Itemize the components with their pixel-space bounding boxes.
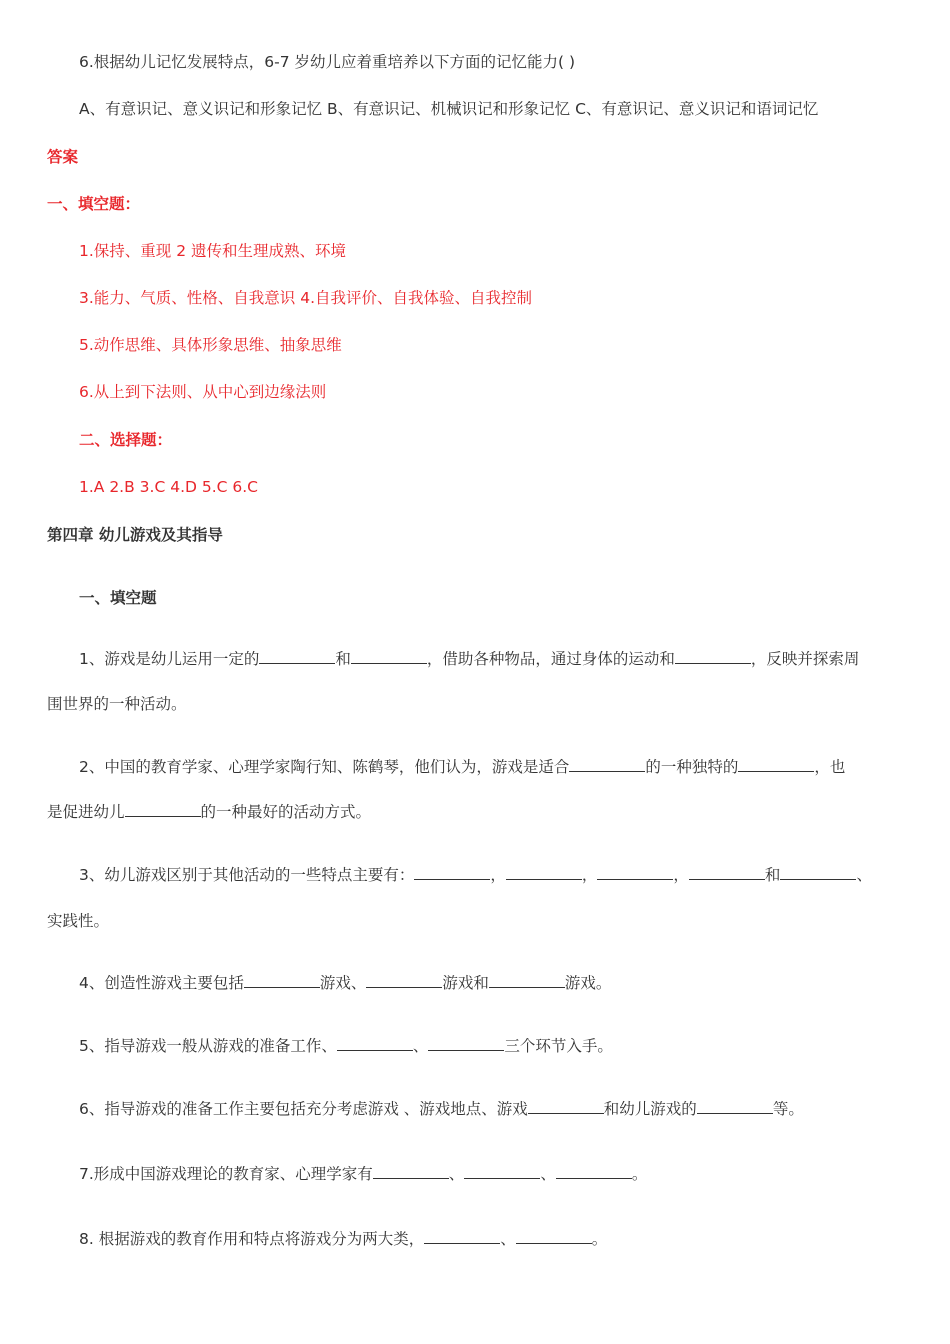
question-2: 2、中国的教育学家、心理学家陶行知、陈鹤琴，他们认为，游戏是适合 的一种独特的 ，也 — [79, 758, 846, 776]
question-1-continued: 围世界的一种活动。 — [47, 695, 187, 713]
choice-answers: 1.A 2.B 3.C 4.D 5.C 6.C — [79, 478, 259, 496]
answer-blank[interactable] — [675, 648, 751, 664]
answer-blank[interactable] — [125, 801, 201, 817]
answer-blank[interactable] — [259, 648, 335, 664]
answer-blank[interactable] — [373, 1163, 449, 1179]
question-1: 1、游戏是幼儿运用一定的 和 ，借助各种物品，通过身体的运动和 ，反映并探索周 — [79, 650, 860, 668]
question-4: 4、创造性游戏主要包括 游戏、 游戏和 游戏。 — [79, 974, 612, 992]
answer-blank[interactable] — [424, 1228, 500, 1244]
fill-answer-line: 3.能力、气质、性格、自我意识 4.自我评价、自我体验、自我控制 — [79, 289, 533, 307]
fill-answers-heading: 一、填空题： — [47, 195, 141, 213]
question-7: 7.形成中国游戏理论的教育家、心理学家有 、 、 。 — [79, 1165, 648, 1183]
answer-blank[interactable] — [414, 864, 490, 880]
section-heading: 一、填空题 — [79, 589, 157, 607]
answer-blank[interactable] — [351, 648, 427, 664]
choice-answers-heading: 二、选择题： — [79, 431, 173, 449]
answer-blank[interactable] — [428, 1035, 504, 1051]
answer-blank[interactable] — [697, 1098, 773, 1114]
answer-blank[interactable] — [489, 972, 565, 988]
question-6-game: 6、指导游戏的准备工作主要包括充分考虑游戏 、游戏地点、游戏 和幼儿游戏的 等。 — [79, 1100, 804, 1118]
answer-blank[interactable] — [780, 864, 856, 880]
answer-blank[interactable] — [506, 864, 582, 880]
question-3-continued: 实践性。 — [47, 912, 110, 930]
answers-title: 答案 — [47, 148, 79, 166]
question-5: 5、指导游戏一般从游戏的准备工作、 、 三个环节入手。 — [79, 1037, 613, 1055]
question-6: 6.根据幼儿记忆发展特点，6-7 岁幼儿应着重培养以下方面的记忆能力( ) — [79, 53, 576, 71]
fill-answer-line: 6.从上到下法则、从中心到边缘法则 — [79, 383, 327, 401]
answer-blank[interactable] — [597, 864, 673, 880]
question-6-options: A、有意识记、意义识记和形象记忆 B、有意识记、机械识记和形象记忆 C、有意识记、意义识记和语词记忆 — [79, 100, 819, 118]
fill-answer-line: 5.动作思维、具体形象思维、抽象思维 — [79, 336, 342, 354]
fill-answer-line: 1.保持、重现 2 遗传和生理成熟、环境 — [79, 242, 347, 260]
answer-blank[interactable] — [366, 972, 442, 988]
answer-blank[interactable] — [337, 1035, 413, 1051]
answer-blank[interactable] — [689, 864, 765, 880]
answer-blank[interactable] — [244, 972, 320, 988]
answer-blank[interactable] — [528, 1098, 604, 1114]
answer-blank[interactable] — [516, 1228, 592, 1244]
answer-blank[interactable] — [569, 756, 645, 772]
question-2-continued: 是促进幼儿 的一种最好的活动方式。 — [47, 803, 372, 821]
answer-blank[interactable] — [556, 1163, 632, 1179]
chapter-title: 第四章 幼儿游戏及其指导 — [47, 526, 223, 544]
answer-blank[interactable] — [738, 756, 814, 772]
question-3: 3、幼儿游戏区别于其他活动的一些特点主要有： ， ， ， 和 、 — [79, 866, 872, 884]
answer-blank[interactable] — [464, 1163, 540, 1179]
question-8: 8. 根据游戏的教育作用和特点将游戏分为两大类， 、 。 — [79, 1230, 608, 1248]
